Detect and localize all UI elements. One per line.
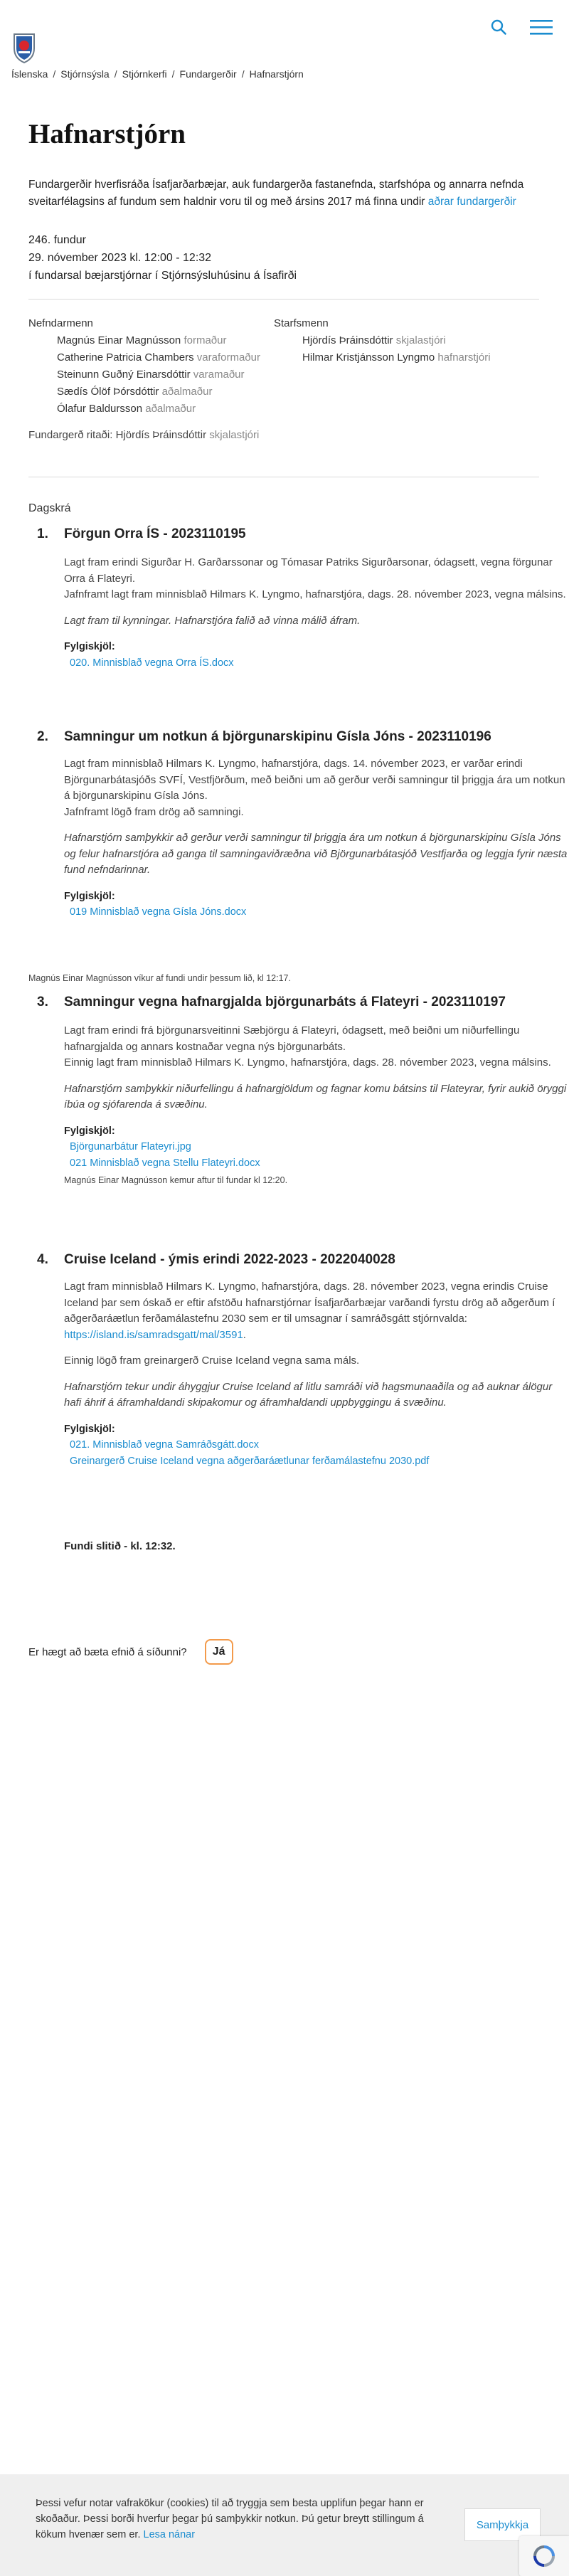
- staff-list: [274, 315, 491, 366]
- search-button[interactable]: [486, 14, 511, 40]
- member-role: varamaður: [193, 369, 245, 381]
- cookie-accept-button[interactable]: Samþykkja: [464, 2508, 541, 2541]
- cookie-read-more-link[interactable]: Lesa nánar: [143, 2529, 196, 2540]
- hamburger-menu-icon: [526, 16, 556, 38]
- agenda-item-text: Lagt fram erindi Sigurðar H. Garðarssonar og Tómasar Patriks Sigurðarsonar, ódagsett, vegna förgunar Orra á Flateyri.: [64, 556, 553, 585]
- agenda-item-number: 4.: [37, 1252, 48, 1267]
- meeting-closing: Fundi slitið - kl. 12:32.: [64, 1540, 176, 1552]
- member-row: [28, 349, 260, 366]
- recaptcha-badge[interactable]: [519, 2536, 569, 2576]
- agenda-item-text-part: Lagt fram minnisblað Hilmars K. Lyngmo, hafnarstjóra, dags. 28. nóvember 2023, vegna erindis Cruise Iceland þar sem óskað er eftir afstöðu hafnarstjórnar Ísafjarðarbæjar varðandi fyrstu drög að aðgerðum í aðgerðaráætlun ferðamálastefnu 2030 sem er til umsagnar í samráðsgátt stjórnvalda:: [64, 1281, 555, 1325]
- crest-icon[interactable]: [10, 31, 38, 64]
- agenda-item-text: Einnig lögð fram greinargerð Cruise Iceland vegna sama máls.: [64, 1355, 360, 1367]
- agenda-item-result: Hafnarstjórn samþykkir niðurfellingu á hafnargjöldum og fagnar komu bátsins til Flateyrar, fyrir aukið öryggi íbúa og sjófarenda á svæðinu.: [64, 1082, 567, 1111]
- member-name: Steinunn Guðný Einarsdóttir: [57, 369, 191, 381]
- agenda-item-body: [64, 1023, 569, 1189]
- agenda-item-text: Lagt fram minnisblað Hilmars K. Lyngmo, hafnarstjóra, dags. 14. nóvember 2023, er varðar erindi Björgunarbátasjóðs SVFÍ, Vestfjörðum, með beiðni um að gerður verði samningur til þriggja ára um notkun á björgunarskipinu Gísla Jóns.: [64, 758, 565, 802]
- feedback-section: [28, 1639, 233, 1665]
- intro-text: [28, 176, 541, 211]
- member-row: [28, 401, 260, 418]
- agenda-item-text: Jafnframt lögð fram drög að samningi.: [64, 805, 244, 818]
- attachment-item: [64, 1139, 569, 1155]
- page-title: Hafnarstjórn: [28, 119, 186, 149]
- meeting-location: í fundarsal bæjarstjórnar í Stjórnsýsluhúsinu á Ísafirði: [28, 270, 297, 282]
- staff-row: [274, 349, 491, 366]
- other-minutes-link[interactable]: aðrar fundargerðir: [427, 196, 516, 208]
- agenda-item-text: Jafnframt lagt fram minnisblað Hilmars K. Lyngmo, hafnarstjóra, dags. 28. nóvember 2023, vegna málsins.: [64, 588, 566, 600]
- member-name: Ólafur Baldursson: [57, 403, 143, 415]
- attachment-link[interactable]: 020. Minnisblað vegna Orra ÍS.docx: [70, 657, 234, 669]
- breadcrumb-item[interactable]: Stjórnsýsla: [60, 68, 110, 80]
- members-heading: Nefndarmenn: [28, 317, 93, 329]
- breadcrumb-separator: /: [171, 68, 175, 80]
- agenda-item-body: [64, 756, 569, 921]
- member-role: aðalmaður: [145, 403, 196, 415]
- breadcrumb-separator: /: [53, 68, 56, 80]
- menu-button[interactable]: [526, 16, 556, 38]
- meeting-datetime: 29. nóvember 2023 kl. 12:00 - 12:32: [28, 252, 212, 264]
- agenda-item-result: Hafnarstjórn tekur undir áhyggjur Cruise Iceland af litlu samráði við hagsmunaaðila og að auknar álögur hafi áhrif á áframhaldandi skipakomur og áframhaldandi uppbyggingu á svæðinu.: [64, 1380, 553, 1409]
- recorder-role: skjalastjóri: [209, 429, 260, 441]
- attachment-item: [64, 1155, 569, 1172]
- member-row: [28, 332, 260, 349]
- feedback-question: Er hægt að bæta efnið á síðunni?: [28, 1645, 187, 1658]
- staff-row: [274, 332, 491, 349]
- meeting-number: 246. fundur: [28, 234, 86, 246]
- agenda-item-text: Einnig lagt fram minnisblað Hilmars K. Lyngmo, hafnarstjóra, dags. 28. nóvember 2023, vegna málsins.: [64, 1056, 551, 1069]
- breadcrumb-item[interactable]: Íslenska: [11, 68, 48, 80]
- agenda-item-number: 3.: [37, 995, 48, 1009]
- consultation-link[interactable]: https://island.is/samradsgatt/mal/3591: [64, 1328, 243, 1341]
- agenda-item-title: Samningur um notkun á björgunarskipinu Gísla Jóns - 2023110196: [64, 729, 491, 744]
- recorder-label: Fundargerð ritaði:: [28, 429, 116, 441]
- agenda-item-title: Samningur vegna hafnargjalda björgunarbáts á Flateyri - 2023110197: [64, 995, 506, 1009]
- member-role: aðalmaður: [161, 386, 213, 398]
- attachments-heading: Fylgiskjöl:: [64, 1423, 115, 1435]
- agenda-item-result: Lagt fram til kynningar. Hafnarstjóra falið að vinna málið áfram.: [64, 614, 361, 627]
- agenda-item-result: Hafnarstjórn samþykkir að gerður verði samningur til þriggja ára um notkun á björgunarskipinu Gísla Jóns og felur hafnarstjóra að ganga til samningaviðræðna við Björgunarbátasjóð Vestfjarða og leggja fyrir næsta fund nefndarinnar.: [64, 832, 568, 876]
- agenda-item-text-end: .: [243, 1328, 246, 1341]
- meeting-note: Magnús Einar Magnússon víkur af fundi undir þessum lið, kl 12:17.: [28, 973, 291, 983]
- members-list: [28, 315, 260, 418]
- attachment-link[interactable]: Greinargerð Cruise Iceland vegna aðgerðaráætlunar ferðamálastefnu 2030.pdf: [70, 1455, 430, 1467]
- member-row: [28, 383, 260, 401]
- divider: [28, 299, 539, 300]
- agenda-item-number: 1.: [37, 526, 48, 541]
- breadcrumb-item[interactable]: Fundargerðir: [179, 68, 237, 80]
- attachment-item: [64, 1437, 569, 1453]
- attachments-heading: Fylgiskjöl:: [64, 1125, 115, 1137]
- attachment-link[interactable]: 021 Minnisblað vegna Stellu Flateyri.docx: [70, 1157, 260, 1169]
- meeting-note: Magnús Einar Magnússon kemur aftur til fundar kl 12:20.: [64, 1175, 288, 1185]
- intro-body: Fundargerðir hverfisráða Ísafjarðarbæjar, auk fundargerða fastanefnda, starfshópa og annarra nefnda sveitarfélagsins af fundum sem haldnir voru til og með ársins 2017 má finna undir: [28, 179, 524, 208]
- agenda-item-title: Förgun Orra ÍS - 2023110195: [64, 526, 246, 541]
- cookie-banner: [0, 2474, 569, 2576]
- agenda-item-title: Cruise Iceland - ýmis erindi 2022-2023 - 2022040028: [64, 1252, 395, 1267]
- agenda-item-body: [64, 1279, 569, 1469]
- attachment-link[interactable]: Björgunarbátur Flateyri.jpg: [70, 1141, 191, 1152]
- agenda-item-text: Lagt fram erindi frá björgunarsveitinni Sæbjörgu á Flateyri, ódagsett, með beiðni um niðurfellingu hafnargjalda og annars kostnaðar vegna nýs björgunarbáts.: [64, 1024, 520, 1053]
- cookie-text: [36, 2496, 434, 2543]
- agenda-item-text: [64, 1279, 569, 1343]
- member-name: Catherine Patricia Chambers: [57, 351, 194, 364]
- staff-heading: Starfsmenn: [274, 317, 329, 329]
- staff-name: Hjördís Þráinsdóttir: [302, 334, 393, 346]
- recorder-name: Hjördís Þráinsdóttir: [115, 429, 207, 441]
- breadcrumb: [11, 68, 304, 80]
- member-row: [28, 366, 260, 383]
- breadcrumb-separator: /: [241, 68, 245, 80]
- attachment-item: [64, 904, 569, 921]
- feedback-yes-button[interactable]: Já: [205, 1639, 233, 1665]
- search-icon: [490, 18, 507, 36]
- agenda-item-body: [64, 555, 569, 671]
- site-header: [0, 0, 569, 64]
- member-role: varaformaður: [196, 351, 260, 364]
- cookie-message: Þessi vefur notar vafrakökur (cookies) til að tryggja sem besta upplifun þegar hann er skoðaður. Þessi borði hverfur þegar þú samþykkir notkun. Þú getur breytt stillingum á kökum hvenær sem er.: [36, 2498, 424, 2540]
- recaptcha-icon: [532, 2544, 556, 2568]
- staff-role: skjalastjóri: [395, 334, 446, 346]
- staff-role: hafnarstjóri: [437, 351, 491, 364]
- member-role: formaður: [184, 334, 227, 346]
- attachments-heading: Fylgiskjöl:: [64, 890, 115, 902]
- attachment-item: [64, 1453, 569, 1470]
- meeting-info: [28, 231, 297, 285]
- attachment-item: [64, 655, 569, 672]
- breadcrumb-separator: /: [114, 68, 117, 80]
- agenda-heading: Dagskrá: [28, 502, 71, 514]
- breadcrumb-current: Hafnarstjórn: [249, 68, 304, 80]
- attachment-link[interactable]: 019 Minnisblað vegna Gísla Jóns.docx: [70, 906, 247, 918]
- attachment-link[interactable]: 021. Minnisblað vegna Samráðsgátt.docx: [70, 1439, 259, 1451]
- staff-name: Hilmar Kristjánsson Lyngmo: [302, 351, 435, 364]
- minutes-recorder: [28, 429, 259, 441]
- attachments-heading: Fylgiskjöl:: [64, 641, 115, 652]
- member-name: Sædís Ólöf Þórsdóttir: [57, 386, 159, 398]
- agenda-item-number: 2.: [37, 729, 48, 744]
- breadcrumb-item[interactable]: Stjórnkerfi: [122, 68, 167, 80]
- member-name: Magnús Einar Magnússon: [57, 334, 181, 346]
